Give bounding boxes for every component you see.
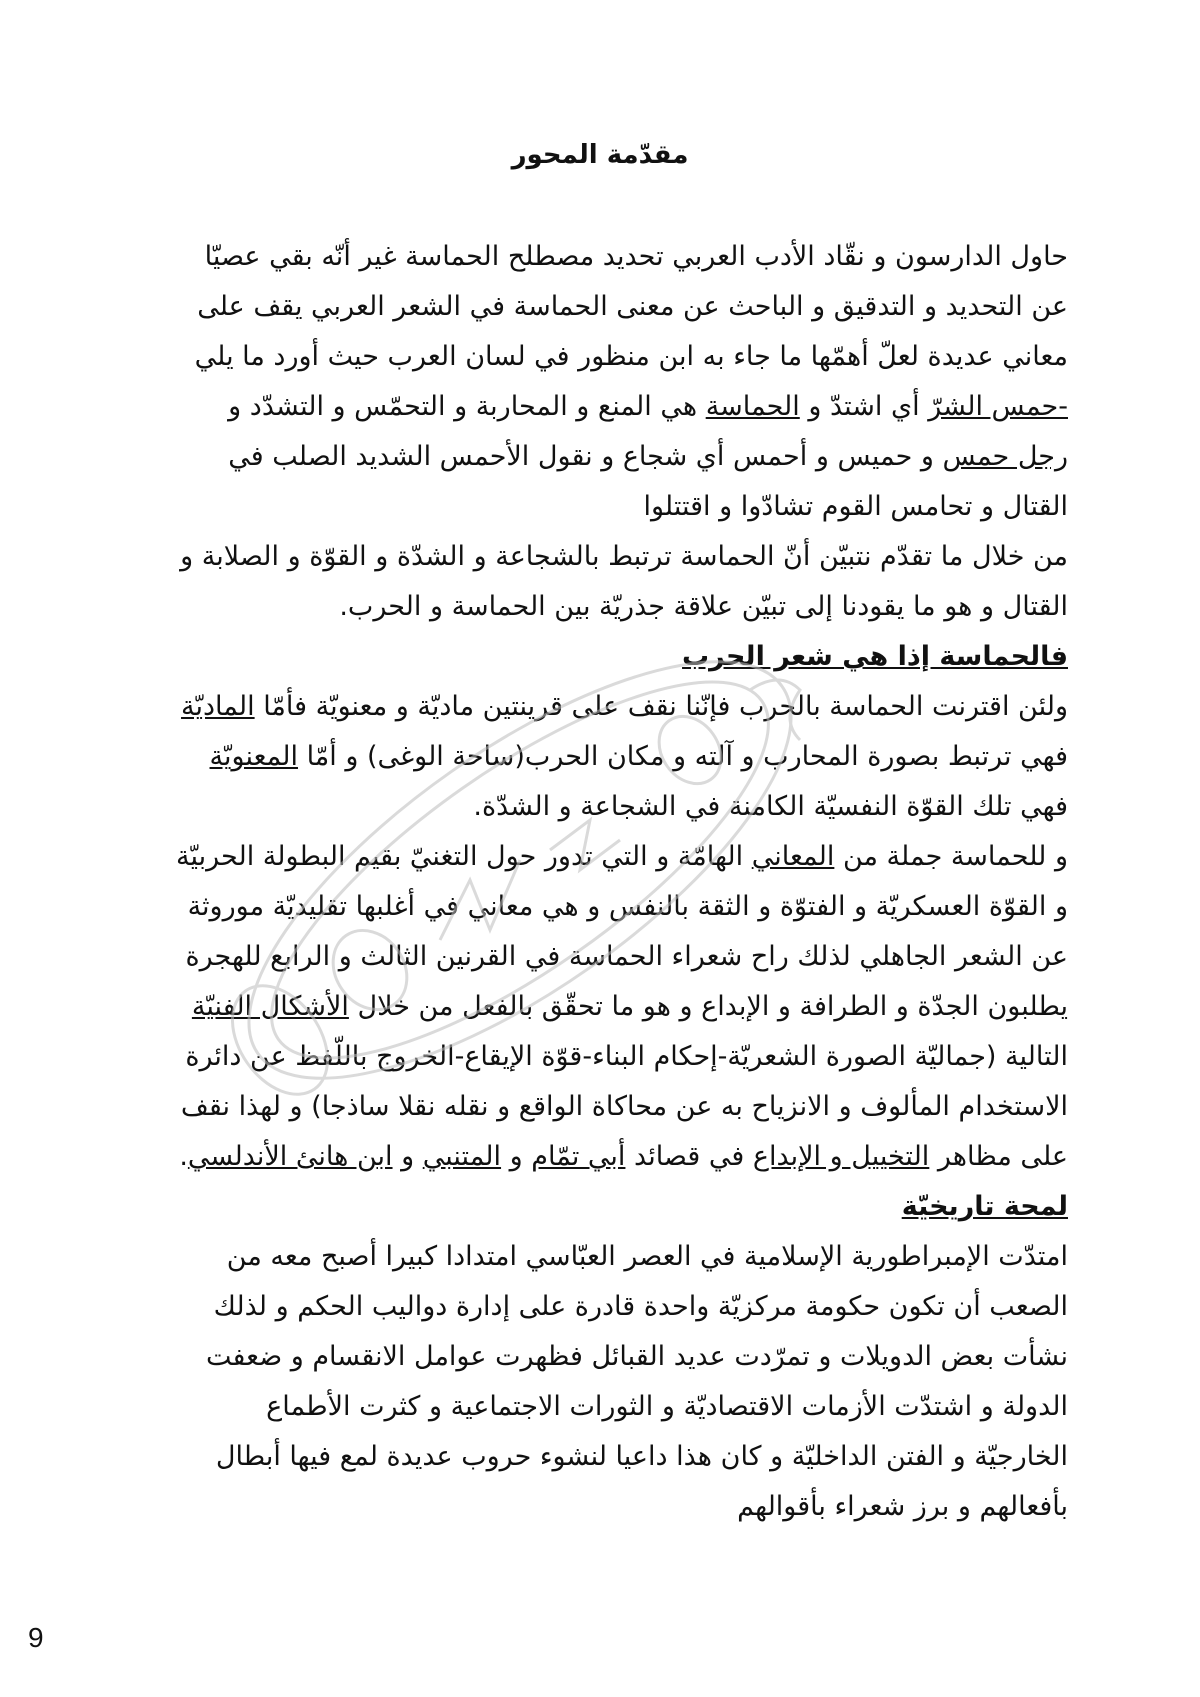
poet-abu-tammam: أبي تمّام (531, 1141, 626, 1172)
poet-ibn-hani: ابن هانئ الأندلسي (187, 1141, 393, 1172)
page-title: مقدّمة المحور (511, 140, 689, 170)
war-paragraph (170, 682, 1068, 832)
meanings-text: . (179, 1141, 188, 1172)
document-body (170, 232, 1068, 1532)
war-text: فهي تلك القوّة النفسيّة الكامنة في الشجاعة و الشدّة. (473, 791, 1068, 822)
term-artistic-forms: الأشكال الفنيّة (191, 991, 349, 1022)
meanings-paragraph (170, 832, 1068, 1182)
meanings-text: و (392, 1141, 423, 1172)
term-hamasa: الحماسة (705, 391, 800, 422)
war-text: ولئن اقترنت الحماسة بالحرب فإنّنا نقف على قرينتين ماديّة و معنويّة فأمّا (254, 691, 1068, 722)
definition-text: أي اشتدّ و (799, 391, 929, 422)
meanings-text: و (501, 1141, 532, 1172)
term-rajul-hams: رجل حمس (942, 441, 1068, 472)
poet-al-mutanabbi: المتنبي (422, 1141, 502, 1172)
definition-paragraph (170, 382, 1068, 532)
war-text: فهي ترتبط بصورة المحارب و آلته و مكان الحرب(ساحة الوغى) و أمّا (297, 741, 1068, 772)
term-imagination-creativity: التخييل و الإبداع (752, 1141, 930, 1172)
meanings-text: و للحماسة جملة من (834, 841, 1068, 872)
meanings-text: في قصائد (625, 1141, 753, 1172)
page-number: 9 (28, 1622, 44, 1653)
term-moral: المعنويّة (209, 741, 298, 772)
section-heading-history: لمحة تاريخيّة (901, 1191, 1068, 1222)
term-material: الماديّة (181, 691, 255, 722)
meanings-text: التالية (جماليّة الصورة الشعريّة-إحكام البناء-قوّة الإيقاع-الخروج باللّفظ عن دائرة الاستخدام المألوف و الانزياح به عن محاكاة الواقع و نقله نقلا ساذجا) و لهذا نقف على مظاهر (180, 1041, 1068, 1172)
conclusion-paragraph: من خلال ما تقدّم نتبيّن أنّ الحماسة ترتبط بالشجاعة و الشدّة و القوّة و الصلابة و القتال و هو ما يقودنا إلى تبيّن علاقة جذريّة بين الحماسة و الحرب. (180, 541, 1068, 622)
history-paragraph: امتدّت الإمبراطورية الإسلامية في العصر العبّاسي امتدادا كبيرا أصبح معه من الصعب أن تكون حكومة مركزيّة واحدة قادرة على إدارة دواليب الحكم و لذلك نشأت بعض الدويلات و تمرّدت عديد القبائل فظهرت عوامل الانقسام و ضعفت الدولة و اشتدّت الأزمات الاقتصاديّة و الثورات الاجتماعية و كثرت الأطماع الخارجيّة و الفتن الداخليّة و كان هذا داعيا لنشوء حروب عديدة لمع فيها أبطال بأفعالهم و برز شعراء بأقوالهم (206, 1241, 1068, 1522)
section-heading-war-poetry: فالحماسة إذا هي شعر الحرب (682, 641, 1068, 672)
term-meanings: المعاني (751, 841, 835, 872)
definition-text: هي المنع و المحاربة و التحمّس و التشدّد و (228, 391, 706, 422)
term-hams-al-sharr: -حمس الشرّ (928, 391, 1068, 422)
intro-paragraph: حاول الدارسون و نقّاد الأدب العربي تحديد مصطلح الحماسة غير أنّه بقي عصيّا عن التحديد و التدقيق و الباحث عن معنى الحماسة في الشعر العربي يقف على معاني عديدة لعلّ أهمّها ما جاء به ابن منظور في لسان العرب حيث أورد ما يلي (194, 241, 1068, 372)
meanings-text: الهامّة و التي تدور حول التغنيّ بقيم البطولة الحربيّة و القوّة العسكريّة و الفتوّة و الثقة بالنفس و هي معاني في أغلبها تقليديّة موروثة عن الشعر الجاهلي لذلك راح شعراء الحماسة في القرنين الثالث و الرابع للهجرة يطلبون الجدّة و الطرافة و الإبداع و هو ما تحقّق بالفعل من خلال (176, 841, 1068, 1022)
definition-text: و حميس و أحمس أي شجاع و نقول الأحمس الشديد الصلب في القتال و تحامس القوم تشادّوا و اقتتلوا (228, 441, 1068, 522)
